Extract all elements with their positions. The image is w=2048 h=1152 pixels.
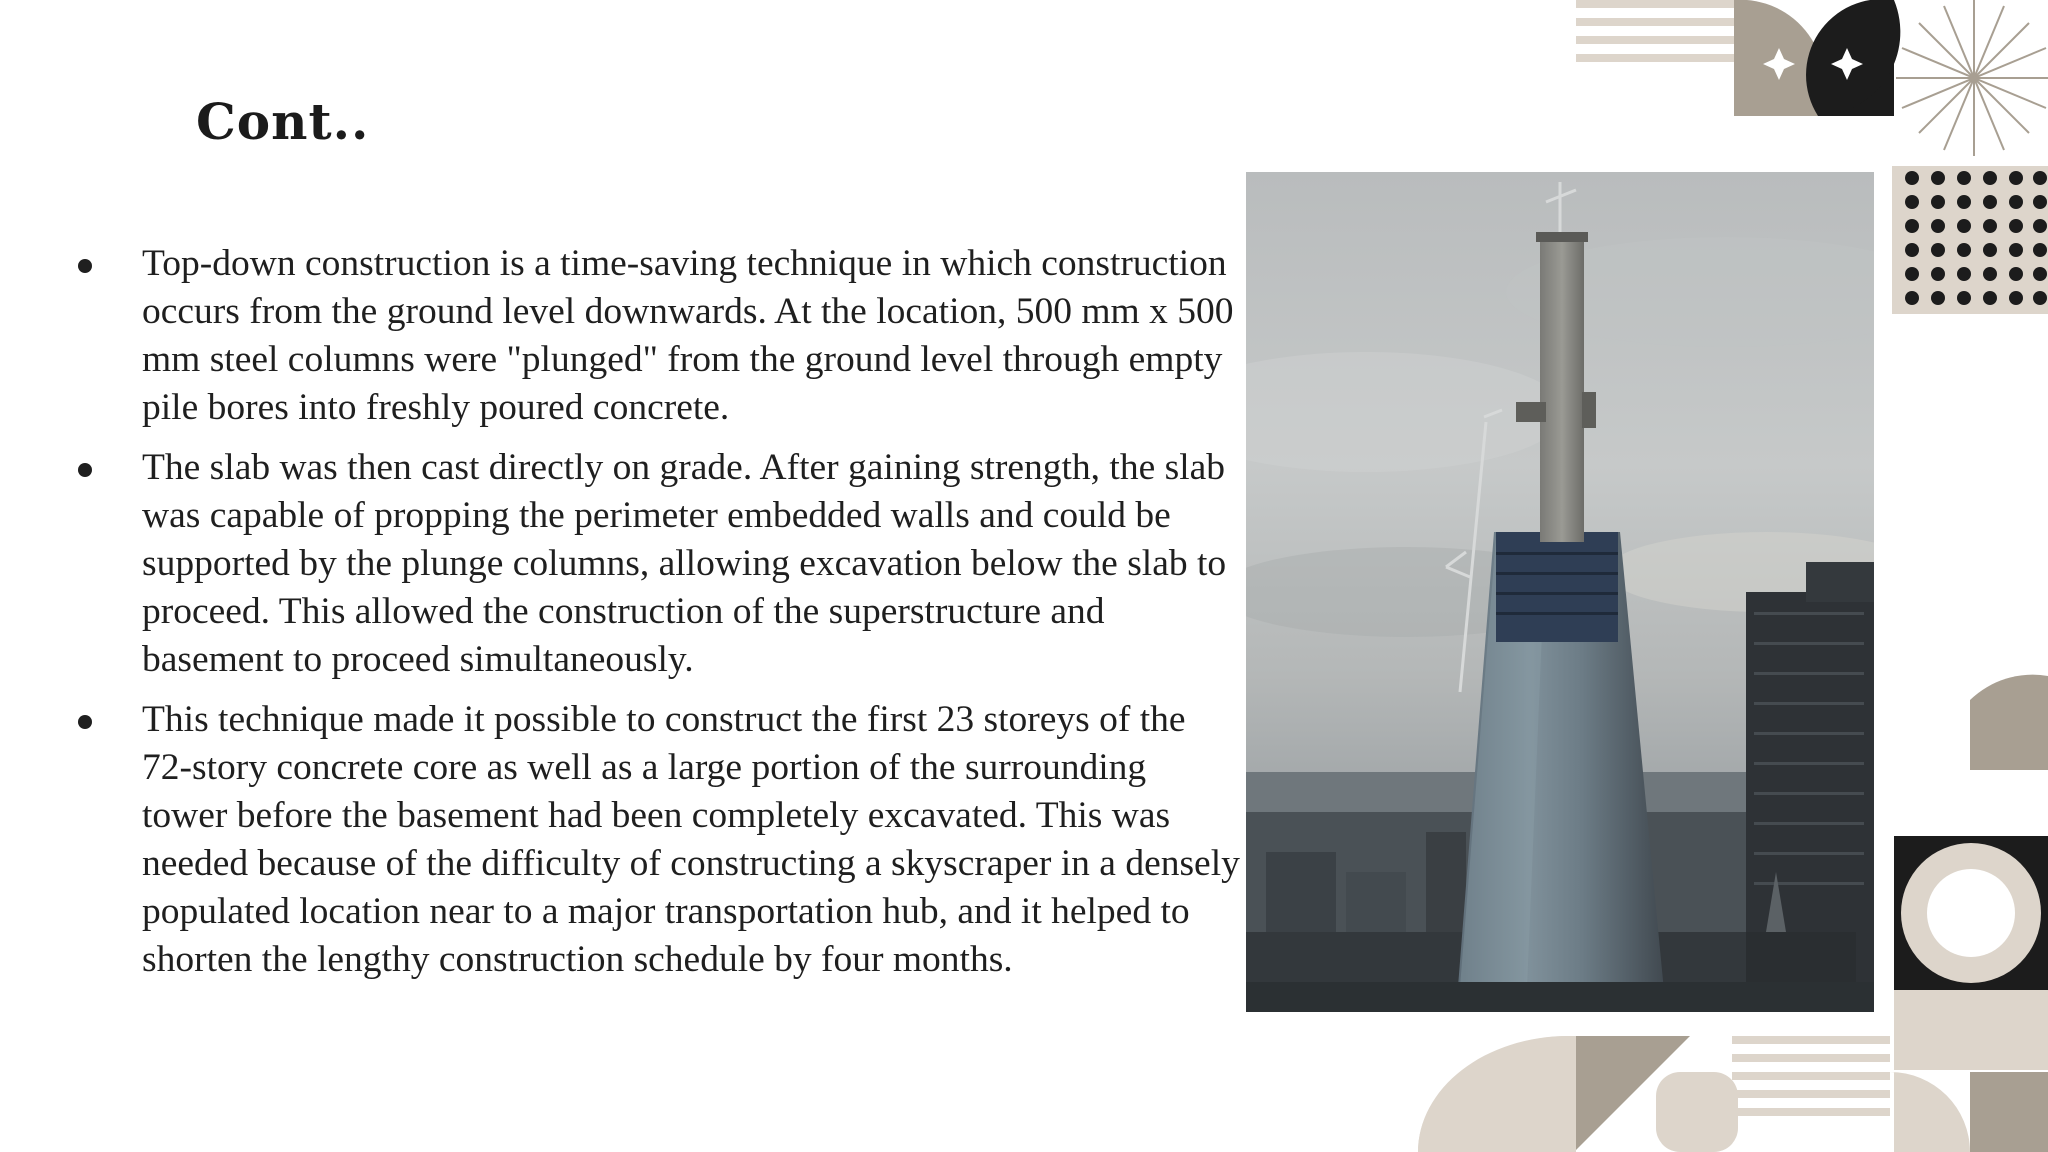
bullet-text: Top-down construction is a time-saving technique in which construction occurs from the ground level downwards. At the location, 500 mm x 500 mm steel columns were "plunged" from the ground level through empty pile bores into freshly poured concrete. xyxy=(142,243,1234,428)
bullet-dot-icon xyxy=(78,463,92,477)
bullet-item xyxy=(70,696,1240,984)
slide-title: Cont.. xyxy=(196,92,370,151)
construction-photo xyxy=(1246,172,1874,1012)
bullet-dot-icon xyxy=(78,259,92,273)
bullet-item xyxy=(70,240,1240,432)
bullet-dot-icon xyxy=(78,715,92,729)
bullet-item xyxy=(70,444,1240,684)
bullet-text: The slab was then cast directly on grade. After gaining strength, the slab was capable of propping the perimeter embedded walls and could be supported by the plunge columns, allowing excavation below the slab to proceed. This allowed the construction of the superstructure and basement to proceed simultaneously. xyxy=(142,447,1227,680)
bullet-text: This technique made it possible to construct the first 23 storeys of the 72-story concrete core as well as a large portion of the surrounding tower before the basement had been completely excavated. This was needed because of the difficulty of constructing a skyscraper in a densely populated location near to a major transportation hub, and it helped to shorten the lengthy construction schedule by four months. xyxy=(142,699,1240,980)
bullet-list xyxy=(70,240,1240,996)
